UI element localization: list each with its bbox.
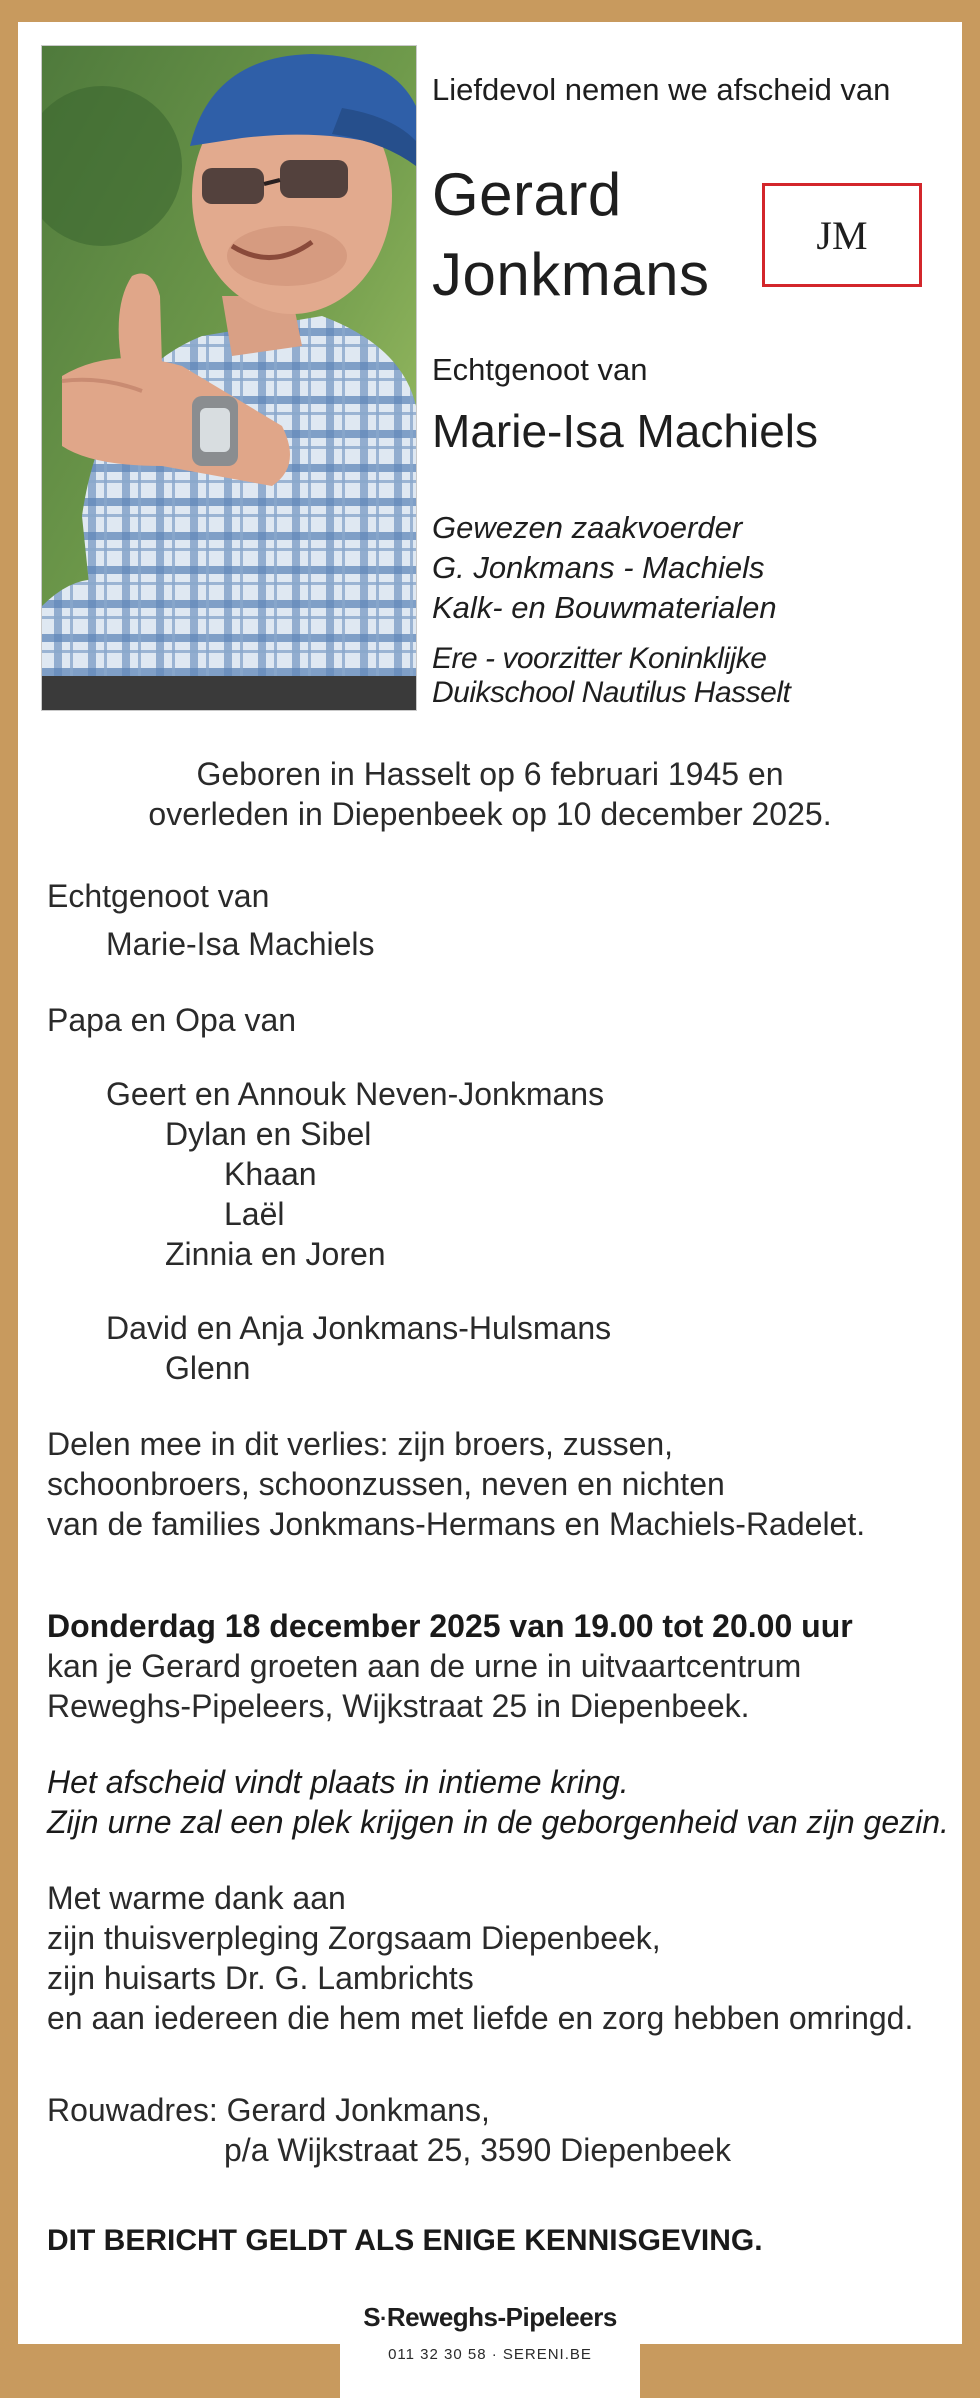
role-line: Kalk- en Bouwmaterialen	[432, 590, 777, 625]
share-line: Delen mee in dit verlies: zijn broers, zussen,	[47, 1426, 674, 1462]
share-line: van de families Jonkmans-Hermans en Machiels-Radelet.	[47, 1506, 866, 1542]
honor-line: Duikschool Nautilus Hasselt	[432, 676, 791, 709]
grandchild-entry: Zinnia en Joren	[165, 1236, 386, 1272]
portrait-photo	[41, 45, 417, 711]
thanks-line: en aan iedereen die hem met liefde en zorg hebben omringd.	[47, 2000, 914, 2036]
greatgrandchild-entry: Laël	[224, 1196, 285, 1232]
grandchild-entry: Dylan en Sibel	[165, 1116, 372, 1152]
thanks-line: zijn thuisverpleging Zorgsaam Diepenbeek,	[47, 1920, 661, 1956]
thanks-line: zijn huisarts Dr. G. Lambrichts	[47, 1960, 474, 1996]
logo-separator: ·	[380, 2306, 387, 2331]
family-spouse: Marie-Isa Machiels	[106, 926, 375, 962]
children-label: Papa en Opa van	[47, 1002, 297, 1038]
grandchild-entry: Glenn	[165, 1350, 251, 1386]
farewell-line: Zijn urne zal een plek krijgen in de geborgenheid van zijn gezin.	[47, 1804, 949, 1840]
death-line: overleden in Diepenbeek op 10 december 2025.	[148, 796, 832, 832]
greatgrandchild-entry: Khaan	[224, 1156, 317, 1192]
role-line: Gewezen zaakvoerder	[432, 510, 743, 545]
visit-line: kan je Gerard groeten aan de urne in uitvaartcentrum	[47, 1648, 802, 1684]
funeral-home-logo	[0, 2302, 980, 2333]
logo-name: Reweghs-Pipeleers	[386, 2302, 617, 2332]
thanks-line: Met warme dank aan	[47, 1880, 346, 1916]
monogram-box	[762, 183, 922, 287]
child-entry: David en Anja Jonkmans-Hulsmans	[106, 1310, 612, 1346]
farewell-line: Het afscheid vindt plaats in intieme kring.	[47, 1764, 629, 1800]
intro-text: Liefdevol nemen we afscheid van	[432, 72, 891, 107]
birth-line: Geboren in Hasselt op 6 februari 1945 en	[196, 756, 784, 792]
visit-date: Donderdag 18 december 2025 van 19.00 tot 20.00 uur	[47, 1608, 853, 1644]
spouse-name: Marie-Isa Machiels	[432, 405, 818, 457]
notice: DIT BERICHT GELDT ALS ENIGE KENNISGEVING.	[47, 2224, 763, 2257]
visit-line: Reweghs-Pipeleers, Wijkstraat 25 in Diepenbeek.	[47, 1688, 750, 1724]
spouse-label: Echtgenoot van	[432, 352, 648, 387]
address-line: p/a Wijkstraat 25, 3590 Diepenbeek	[224, 2132, 731, 2168]
funeral-home-contact: 011 32 30 58 · SERENI.BE	[388, 2346, 592, 2363]
monogram: JM	[816, 212, 868, 258]
role-line: G. Jonkmans - Machiels	[432, 550, 765, 585]
address-line: Rouwadres: Gerard Jonkmans,	[47, 2092, 490, 2128]
deceased-last-name: Jonkmans	[432, 241, 710, 308]
logo-mark: S	[363, 2302, 381, 2332]
share-line: schoonbroers, schoonzussen, neven en nichten	[47, 1466, 725, 1502]
portrait-illustration	[42, 46, 416, 710]
child-entry: Geert en Annouk Neven-Jonkmans	[106, 1076, 605, 1112]
deceased-first-name: Gerard	[432, 161, 622, 228]
honor-line: Ere - voorzitter Koninklijke	[432, 642, 767, 675]
family-spouse-label: Echtgenoot van	[47, 878, 270, 914]
